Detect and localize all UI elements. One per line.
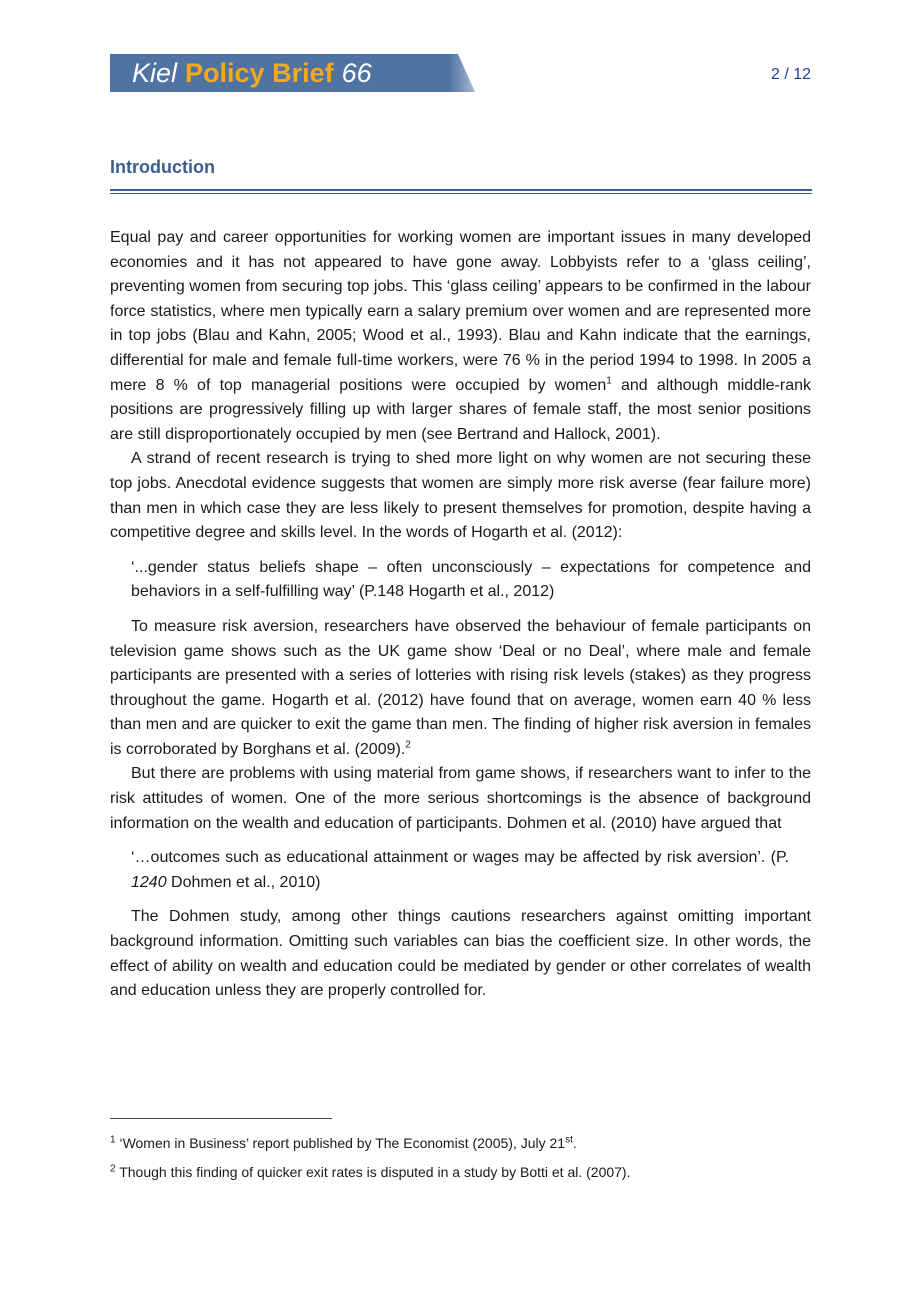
footnote-separator bbox=[110, 1118, 332, 1119]
footnote-1: $^1$ ‘Women in Business’ report published by The Economist (2005), July 21st. bbox=[110, 1134, 577, 1151]
title-rule-bottom bbox=[110, 193, 812, 194]
paragraph-2: A strand of recent research is trying to shed more light on why women are not securing these top jobs. Anecdotal evidence suggests that women are simply more risk averse (fear failure more) than men in which case they are less likely to present themselves for promotion, despite having a competitive degree and skills level. In the words of Hogarth et al. (2012): bbox=[110, 450, 811, 542]
title-rule-top bbox=[110, 189, 812, 191]
section-title: Introduction bbox=[110, 157, 215, 177]
paragraph-1: Equal pay and career opportunities for working women are important issues in many developed economies and it has not appeared to have gone away. Lobbyists refer to a ‘glass ceiling’, preventing women from securing top jobs. This ‘glass ceiling’ appears to be confirmed in the labour force statistics, where men typically earn a salary premium over women and are represented more in top jobs (Blau and Kahn, 2005; Wood et al., 1993). Blau and Kahn indicate that the earnings, differential for male and female full-time workers, were 76 % in the period 1994 to 1998. In 2005 a mere 8 % of top managerial positions were occupied by women$^1$ and although middle-rank positions are progressively filling up with larger shares of female staff, the most senior positions are still disproportionately occupied by men (see Bertrand and Hallock, 2001). bbox=[110, 229, 811, 443]
header-banner bbox=[110, 54, 475, 92]
footnote-ref-2[interactable]: 2 bbox=[405, 739, 411, 751]
publication-title bbox=[132, 56, 372, 90]
quote-2: ‘…outcomes such as educational attainment or wages may be affected by risk aversion’. (P. 1240 Dohmen et al., 2010) bbox=[131, 849, 789, 891]
brand-policy-brief: Policy Brief bbox=[185, 58, 334, 88]
quote-1: ‘...gender status beliefs shape – often unconsciously – expectations for competence and behaviors in a self-fulfilling way’ (P.148 Hogarth et al., 2012) bbox=[131, 558, 811, 601]
body-text bbox=[110, 226, 811, 1004]
issue-number: 66 bbox=[341, 58, 372, 88]
quote-2-page: 1240 bbox=[131, 873, 167, 891]
brand-kiel: Kiel bbox=[132, 58, 178, 88]
paragraph-4: But there are problems with using material from game shows, if researchers want to infer to the risk attitudes of women. One of the more serious shortcomings is the absence of background information on the wealth and education of participants. Dohmen et al. (2010) have argued that bbox=[110, 765, 811, 832]
page-indicator: 2 / 12 bbox=[770, 66, 811, 83]
paragraph-3: To measure risk aversion, researchers have observed the behaviour of female participants on television game shows such as the UK game show ‘Deal or no Deal’, where male and female participants are presented with a series of lotteries with rising risk levels (stakes) as they progress throughout the game. Hogarth et al. (2012) have found that on average, women earn 40 % less than men and are quicker to exit the game than men. The finding of higher risk aversion in females is corroborated by Borghans et al. (2009).$^2$ bbox=[110, 617, 811, 758]
footnote-ref-1[interactable]: 1 bbox=[606, 375, 612, 387]
paragraph-5: The Dohmen study, among other things cautions researchers against omitting important background information. Omitting such variables can bias the coefficient size. In other words, the effect of ability on wealth and education could be mediated by gender or other correlates of wealth and education unless they are properly controlled for. bbox=[110, 908, 811, 1000]
footnote-2: $^2$ Though this finding of quicker exit rates is disputed in a study by Botti et al. (2007). bbox=[110, 1163, 631, 1180]
